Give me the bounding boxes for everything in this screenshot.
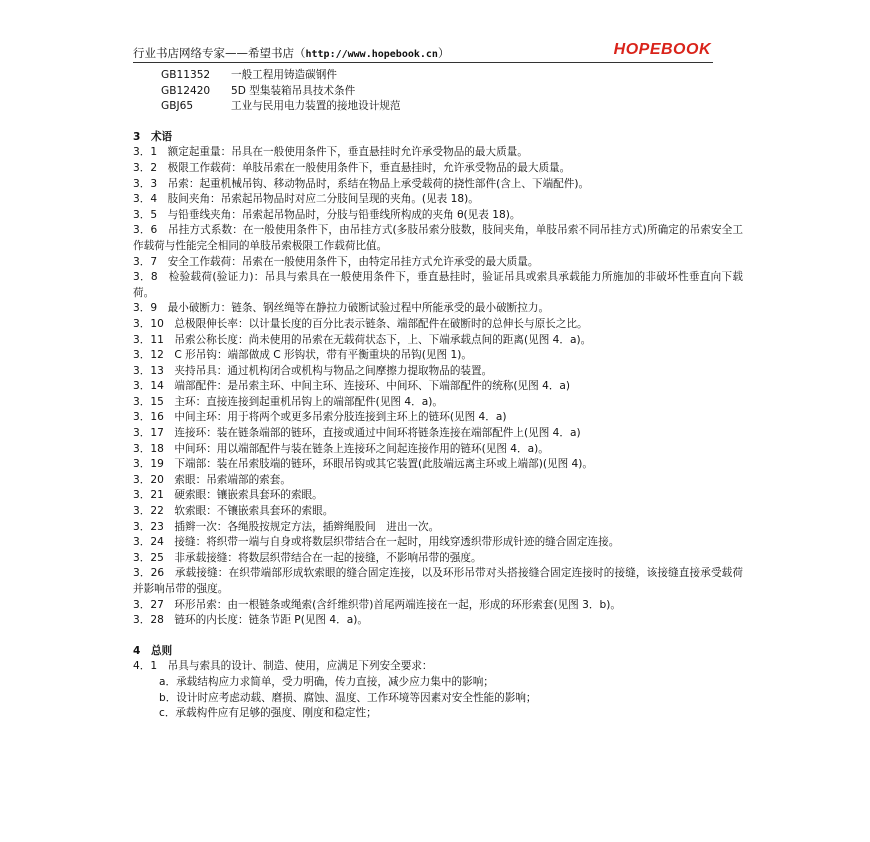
standard-code: GB11352 (161, 69, 211, 81)
term-item: 3．19 下端部：装在吊索肢端的链环，环眼吊钩或其它装置(此肢端远离主环或上端部)(见图 4)。 (133, 458, 594, 471)
header-suffix: ） (437, 46, 450, 60)
standard-title: 5D 型集装箱吊具技术条件 (231, 84, 356, 97)
standards-list (133, 68, 743, 115)
term-item: 3．5 与铅垂线夹角：吊索起吊物品时，分肢与铅垂线所构成的夹角 θ(见表 18)。 (133, 208, 521, 221)
spacer (133, 115, 743, 130)
term-item: 3．6 吊挂方式系数：在一般使用条件下，由吊挂方式(多肢吊索分肢数，肢间夹角，单肢吊索不同吊挂方式)所确定的吊索安全工作载荷与性能完全相同的单肢吊索极限工作载荷比值。 (133, 224, 743, 252)
standard-title: 工业与民用电力装置的接地设计规范 (231, 100, 401, 113)
document-body (133, 68, 743, 722)
header-site-text (133, 45, 449, 61)
header-prefix: 行业书店网络专家——希望书店（ (133, 46, 306, 60)
requirement-item: c．承载构件应有足够的强度、刚度和稳定性； (159, 707, 377, 720)
term-item: 3．12 C 形吊钩：端部做成 C 形钩状，带有平衡重块的吊钩(见图 1)。 (133, 349, 472, 362)
term-item: 3．3 吊索：起重机械吊钩、移动物品时，系结在物品上承受载荷的挠性部件(含上、下端配件)。 (133, 177, 590, 190)
term-item: 3．11 吊索公称长度：尚未使用的吊索在无载荷状态下，上、下端承载点间的距离(见图 4．a)。 (133, 333, 592, 346)
spacer (133, 629, 743, 644)
standard-row (133, 99, 743, 115)
term-item: 3．8 检验载荷(验证力)：吊具与索具在一般使用条件下，垂直悬挂时，验证吊具或索具承载能力所施加的非破坏性垂直向下载荷。 (133, 271, 743, 299)
term-item: 3．17 连接环：装在链条端部的链环，直接或通过中间环将链条连接在端部配件上(见图 4．a) (133, 427, 581, 440)
header-url-link[interactable]: http://www.hopebook.cn (305, 49, 438, 60)
term-item: 3．7 安全工作载荷：吊索在一般使用条件下，由特定吊挂方式允许承受的最大质量。 (133, 255, 539, 268)
requirement-item: a．承载结构应力求简单，受力明确，传力直接，减少应力集中的影响； (159, 675, 494, 688)
term-item: 3．24 接缝：将织带一端与自身或将数层织带结合在一起时，用线穿透织带形成针迹的缝合固定连接。 (133, 536, 620, 549)
term-item: 3．27 环形吊索：由一根链条或绳索(含纤维织带)首尾两端连接在一起，形成的环形索套(见图 3．b)。 (133, 598, 621, 611)
term-item: 3．16 中间主环：用于将两个或更多吊索分肢连接到主环上的链环(见图 4．a) (133, 411, 507, 424)
section-4-subitems (133, 675, 743, 722)
standard-title: 一般工程用铸造碳钢件 (231, 69, 337, 81)
term-item: 3．26 承载接缝：在织带端部形成软索眼的缝合固定连接，以及环形吊带对头搭接缝合固定连接时的接缝，该接缝直接承受载荷并影响吊带的强度。 (133, 567, 743, 595)
requirement-item: b．设计时应考虑动载、磨损、腐蚀、温度、工作环境等因素对安全性能的影响； (159, 691, 537, 704)
term-item: 3．2 极限工作载荷：单肢吊索在一般使用条件下，垂直悬挂时，允许承受物品的最大质量。 (133, 161, 571, 174)
page-header (133, 41, 713, 63)
term-item: 3．25 非承载接缝：将数层织带结合在一起的接缝，不影响吊带的强度。 (133, 551, 482, 564)
section-4-heading: 4 总则 (133, 644, 173, 657)
standard-code: GBJ65 (161, 100, 194, 113)
term-item: 3．13 夹持吊具：通过机构闭合或机构与物品之间摩擦力提取物品的装置。 (133, 364, 493, 377)
standard-row (133, 84, 743, 100)
section-3-items (133, 145, 743, 628)
term-item: 3．10 总极限伸长率：以计量长度的百分比表示链条、端部配件在破断时的总伸长与原长之比。 (133, 317, 588, 330)
term-item: 3．15 主环：直接连接到起重机吊钩上的端部配件(见图 4．a)。 (133, 395, 443, 408)
section-4-intro: 4．1 吊具与索具的设计、制造、使用，应满足下列安全要求： (133, 660, 433, 673)
term-item: 3．20 索眼：吊索端部的索套。 (133, 473, 291, 486)
standard-code: GB12420 (161, 84, 211, 97)
hopebook-logo: HOPEBOOK (613, 41, 711, 58)
term-item: 3．18 中间环：用以端部配件与装在链条上连接环之间起连接作用的链环(见图 4．a)。 (133, 442, 549, 455)
term-item: 3．1 额定起重量：吊具在一般使用条件下，垂直悬挂时允许承受物品的最大质量。 (133, 146, 528, 159)
term-item: 3．23 插辫一次：各绳股按规定方法，插辫绳股间 进出一次。 (133, 520, 440, 533)
term-item: 3．14 端部配件：是吊索主环、中间主环、连接环、中间环、下端部配件的统称(见图 4．a) (133, 380, 571, 393)
standard-row (133, 68, 743, 84)
term-item: 3．9 最小破断力：链条、钢丝绳等在静拉力破断试验过程中所能承受的最小破断拉力。 (133, 302, 550, 315)
section-3-heading: 3 术语 (133, 130, 173, 143)
term-item: 3．28 链环的内长度：链条节距 P(见图 4．a)。 (133, 614, 368, 627)
term-item: 3．4 肢间夹角：吊索起吊物品时对应二分肢间呈现的夹角。(见表 18)。 (133, 193, 479, 206)
term-item: 3．21 硬索眼：镶嵌索具套环的索眼。 (133, 489, 323, 502)
term-item: 3．22 软索眼：不镶嵌索具套环的索眼。 (133, 505, 334, 518)
